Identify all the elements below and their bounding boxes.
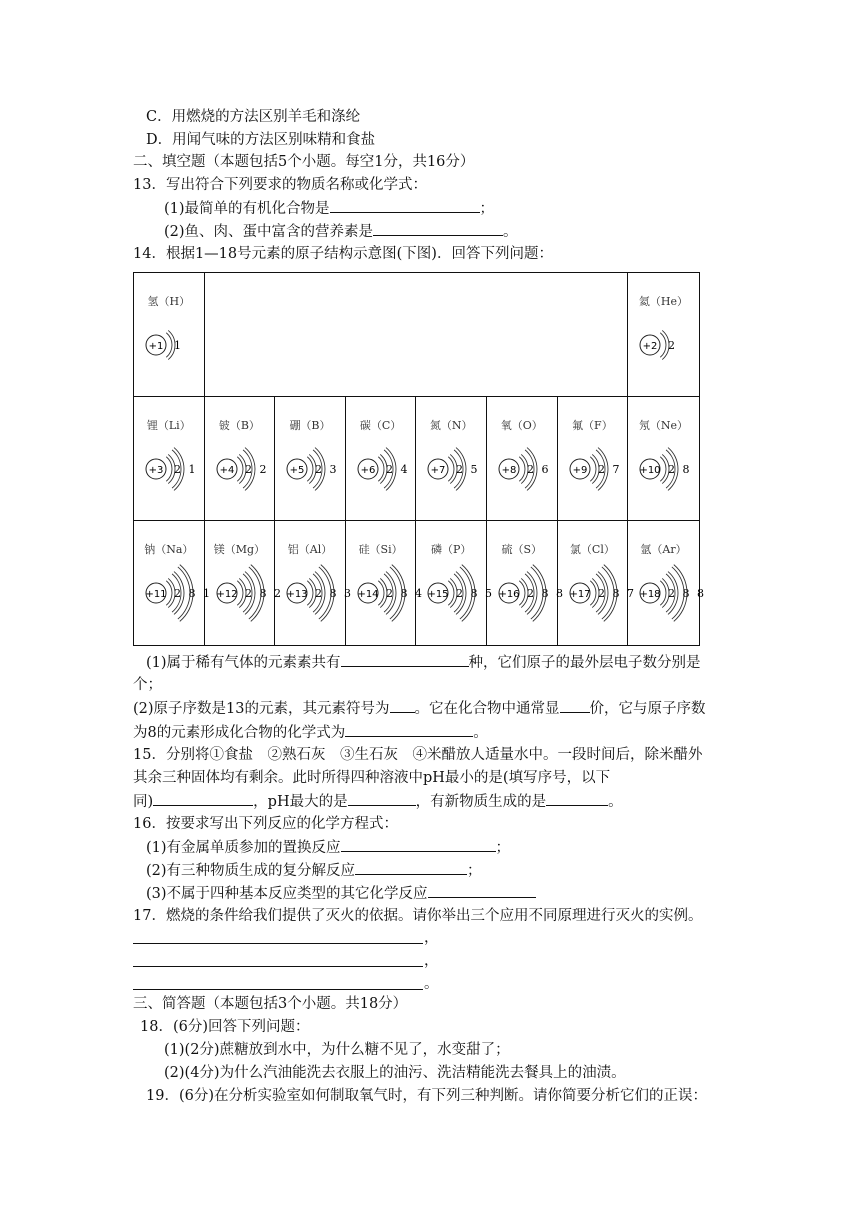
nucleus-charge: +12 [216,589,238,600]
q15-blank-c[interactable] [546,791,608,806]
q14-1-blank-a[interactable] [341,652,469,667]
nucleus-charge: +11 [145,589,167,600]
q14-2-blank-a[interactable] [390,698,415,713]
element-cell [205,521,283,645]
q16-stem: 16．按要求写出下列反应的化学方程式： [133,816,398,832]
electron-counts: 2 8 5 [456,587,495,600]
nucleus-charge: +14 [357,589,379,600]
electron-counts: 2 8 1 [174,587,212,600]
q16-3 [146,883,536,904]
nucleus-charge: +7 [431,465,446,476]
q14-2-cont [133,722,488,743]
nucleus-charge: +8 [501,465,517,476]
atomic-structure-diagram [487,521,565,645]
element-name: 铍（B） [218,419,260,432]
q18-1: (1)(2分)蔗糖放到水中，为什么糖不见了，水变甜了； [164,1042,510,1058]
option-c: C．用燃烧的方法区别羊毛和涤纶 [146,109,361,125]
element-name: 碳（C） [359,419,402,432]
electron-shell-arc [449,581,455,606]
atomic-structure-diagram [628,521,707,645]
q15-blank-b[interactable] [348,791,416,806]
q16-3-blank[interactable] [428,883,536,898]
electron-shell-arc [166,457,172,482]
electron-counts: 2 8 8 [527,587,565,600]
section-3-heading: 三、简答题（本题包括3个小题。共18分） [133,996,408,1012]
nucleus-charge: +17 [569,589,591,600]
atomic-structure-table [133,272,707,646]
q13-1-blank[interactable] [330,198,480,213]
section-2-heading: 二、填空题（本题包括5个小题。每空1分，共16分） [133,154,475,170]
electron-shell-arc [237,581,243,606]
element-cell [487,397,558,521]
q17-answer-line-3[interactable] [133,989,423,990]
electron-counts: 2 8 [668,463,692,476]
element-cell [346,397,417,521]
q14-2-blank-b[interactable] [560,698,590,713]
table-empty-block [205,273,629,397]
electron-counts: 1 [174,339,183,352]
atomic-structure-diagram [275,397,346,521]
atomic-structure-diagram [346,521,424,645]
electron-shell-arc [166,581,172,606]
q14-1 [146,652,701,673]
nucleus-charge: +4 [219,465,234,476]
element-name: 硼（B） [289,419,331,432]
electron-shell-arc [519,457,525,482]
electron-counts: 2 8 4 [385,587,424,600]
element-name: 氦（He） [638,295,689,308]
element-name: 氢（H） [147,295,191,308]
atomic-structure-diagram [628,397,699,521]
electron-shell-arc [307,457,313,482]
q18-stem: 18．(6分)回答下列问题： [140,1019,310,1035]
q15-line2: 其余三种固体均有剩余。此时所得四种溶液中pH最小的是(填写序号，以下 [133,770,611,786]
q13-1 [164,198,494,219]
q15-text-c: ，有新物质生成的是 [415,794,547,810]
electron-counts: 2 5 [456,463,480,476]
electron-counts: 2 7 [597,463,622,476]
electron-shell-arc [449,457,455,482]
q13-stem: 13．写出符合下列要求的物质名称或化学式： [133,177,427,193]
q14-2-cont-end: 。 [473,725,488,741]
q17-comma-1: ， [424,930,439,946]
q16-2 [146,860,482,881]
nucleus-charge: +13 [286,589,308,600]
atomic-structure-diagram [134,521,212,645]
atomic-structure-diagram [205,521,283,645]
electron-counts: 2 4 [385,463,410,476]
element-cell [205,397,276,521]
element-name: 钠（Na） [144,543,194,556]
nucleus-charge: +9 [572,465,587,476]
element-cell [628,273,699,397]
element-cell [628,397,699,521]
element-cell [275,397,346,521]
q14-2-text-c: 价，它与原子序数 [589,701,706,717]
q16-2-text: (2)有三种物质生成的复分解反应 [146,863,356,879]
element-name: 氟（F） [572,419,613,432]
element-cell [134,273,205,397]
electron-counts: 2 8 7 [597,587,636,600]
element-name: 硅（Si） [358,543,403,556]
q15-text-d: 。 [608,794,623,810]
atomic-structure-diagram [558,521,636,645]
electron-counts: 2 6 [527,463,551,476]
q14-2-blank-c[interactable] [345,722,473,737]
nucleus-charge: +18 [639,589,661,600]
electron-counts: 2 [668,339,678,352]
q16-1-blank[interactable] [341,837,496,852]
q16-1 [146,837,510,858]
nucleus-charge: +15 [427,589,449,600]
q17-answer-line-2[interactable] [133,966,423,967]
atomic-structure-diagram [275,521,354,645]
electron-shell-arc [660,581,666,606]
q14-1-cont: 个； [133,677,162,693]
q14-1-text-b: 种，它们原子的最外层电子数分别是 [468,655,701,671]
q15-text-a: 同) [133,794,154,810]
electron-shell-arc [590,581,596,606]
atomic-structure-diagram [205,397,276,521]
element-name: 氯（Cl） [569,543,615,556]
atomic-structure-diagram [416,521,495,645]
electron-shell-arc [378,457,384,482]
electron-counts: 2 8 8 [668,587,707,600]
atomic-structure-diagram [487,397,558,521]
nucleus-charge: +10 [639,465,661,476]
element-cell [558,397,629,521]
element-name: 磷（P） [430,543,472,556]
atomic-structure-diagram [134,397,205,521]
q15-text-b: ，pH最大的是 [253,794,348,810]
element-name: 锂（Li） [146,419,191,432]
element-cell [558,521,636,645]
electron-counts: 2 3 [315,463,339,476]
q14-2-text: (2)原子序数是13的元素，其元素符号为 [133,701,390,717]
q13-2-end: 。 [503,224,518,240]
q15-blank-a[interactable] [153,791,253,806]
electron-counts: 2 8 2 [244,587,283,600]
element-cell [346,521,424,645]
element-name: 氮（N） [429,419,473,432]
q13-2 [164,221,518,242]
q15-line3 [133,791,623,812]
element-cell [487,521,565,645]
nucleus-charge: +1 [148,341,164,352]
electron-shell-arc [378,581,384,606]
q19-stem: 19．(6分)在分析实验室如何制取氧气时，有下列三种判断。请你简要分析它们的正误： [146,1088,707,1104]
q14-2 [133,698,706,719]
electron-shell-arc [590,457,596,482]
electron-shell-arc [660,333,666,358]
q13-2-text: (2)鱼、肉、蛋中富含的营养素是 [164,224,374,240]
q16-2-end: ； [467,863,482,879]
element-name: 氩（Ar） [640,543,687,556]
electron-shell-arc [519,581,525,606]
electron-shell-arc [307,581,313,606]
element-name: 硫（S） [501,543,543,556]
q14-1-text: (1)属于稀有气体的元素素共有 [146,655,341,671]
q13-1-end: ； [479,201,495,217]
electron-counts: 2 8 3 [315,587,354,600]
q14-2-text-b: 。它在化合物中通常显 [414,701,560,717]
element-name: 镁（Mg） [213,543,266,556]
nucleus-charge: +6 [360,465,376,476]
q16-1-text: (1)有金属单质参加的置换反应 [146,840,341,856]
element-cell [416,521,495,645]
element-cell [134,397,205,521]
element-name: 铝（Al） [287,543,333,556]
option-d: D．用闻气味的方法区别味精和食盐 [146,132,376,148]
element-cell [628,521,707,645]
nucleus-charge: +3 [148,465,164,476]
electron-counts: 2 2 [244,463,269,476]
element-cell [416,397,487,521]
q13-2-blank[interactable] [373,221,503,236]
element-cell [275,521,354,645]
electron-counts: 2 1 [174,463,198,476]
q16-1-end: ； [495,840,511,856]
nucleus-charge: +2 [642,341,658,352]
q14-2-cont-text: 为8的元素形成化合物的化学式为 [133,725,346,741]
electron-shell-arc [237,457,243,482]
q14-stem: 14．根据1—18号元素的原子结构示意图(下图)．回答下列问题： [133,246,553,262]
q16-3-text: (3)不属于四种基本反应类型的其它化学反应 [146,886,428,902]
atomic-structure-diagram [134,273,205,397]
q15-line1: 15．分别将①食盐 ②熟石灰 ③生石灰 ④米醋放人适量水中。一段时间后，除米醋外 [133,747,703,763]
atomic-structure-diagram [628,273,699,397]
atomic-structure-diagram [558,397,629,521]
electron-shell-arc [660,457,666,482]
q17-period: 。 [424,976,439,992]
atomic-structure-diagram [416,397,487,521]
nucleus-charge: +16 [498,589,520,600]
electron-shell-arc [166,333,172,358]
q17-answer-line-1[interactable] [133,943,423,944]
element-name: 氧（O） [500,419,543,432]
element-name: 氖（Ne） [638,419,689,432]
nucleus-charge: +5 [289,465,305,476]
element-cell [134,521,212,645]
atomic-structure-diagram [346,397,417,521]
q16-2-blank[interactable] [355,860,467,875]
q18-2: (2)(4分)为什么汽油能洗去衣服上的油污、洗洁精能洗去餐具上的油渍。 [164,1065,626,1081]
q13-1-text: (1)最简单的有机化合物是 [164,201,330,217]
q17-stem: 17．燃烧的条件给我们提供了灭火的依据。请你举出三个应用不同原理进行灭火的实例。 [133,908,703,924]
q17-comma-2: ， [424,953,439,969]
